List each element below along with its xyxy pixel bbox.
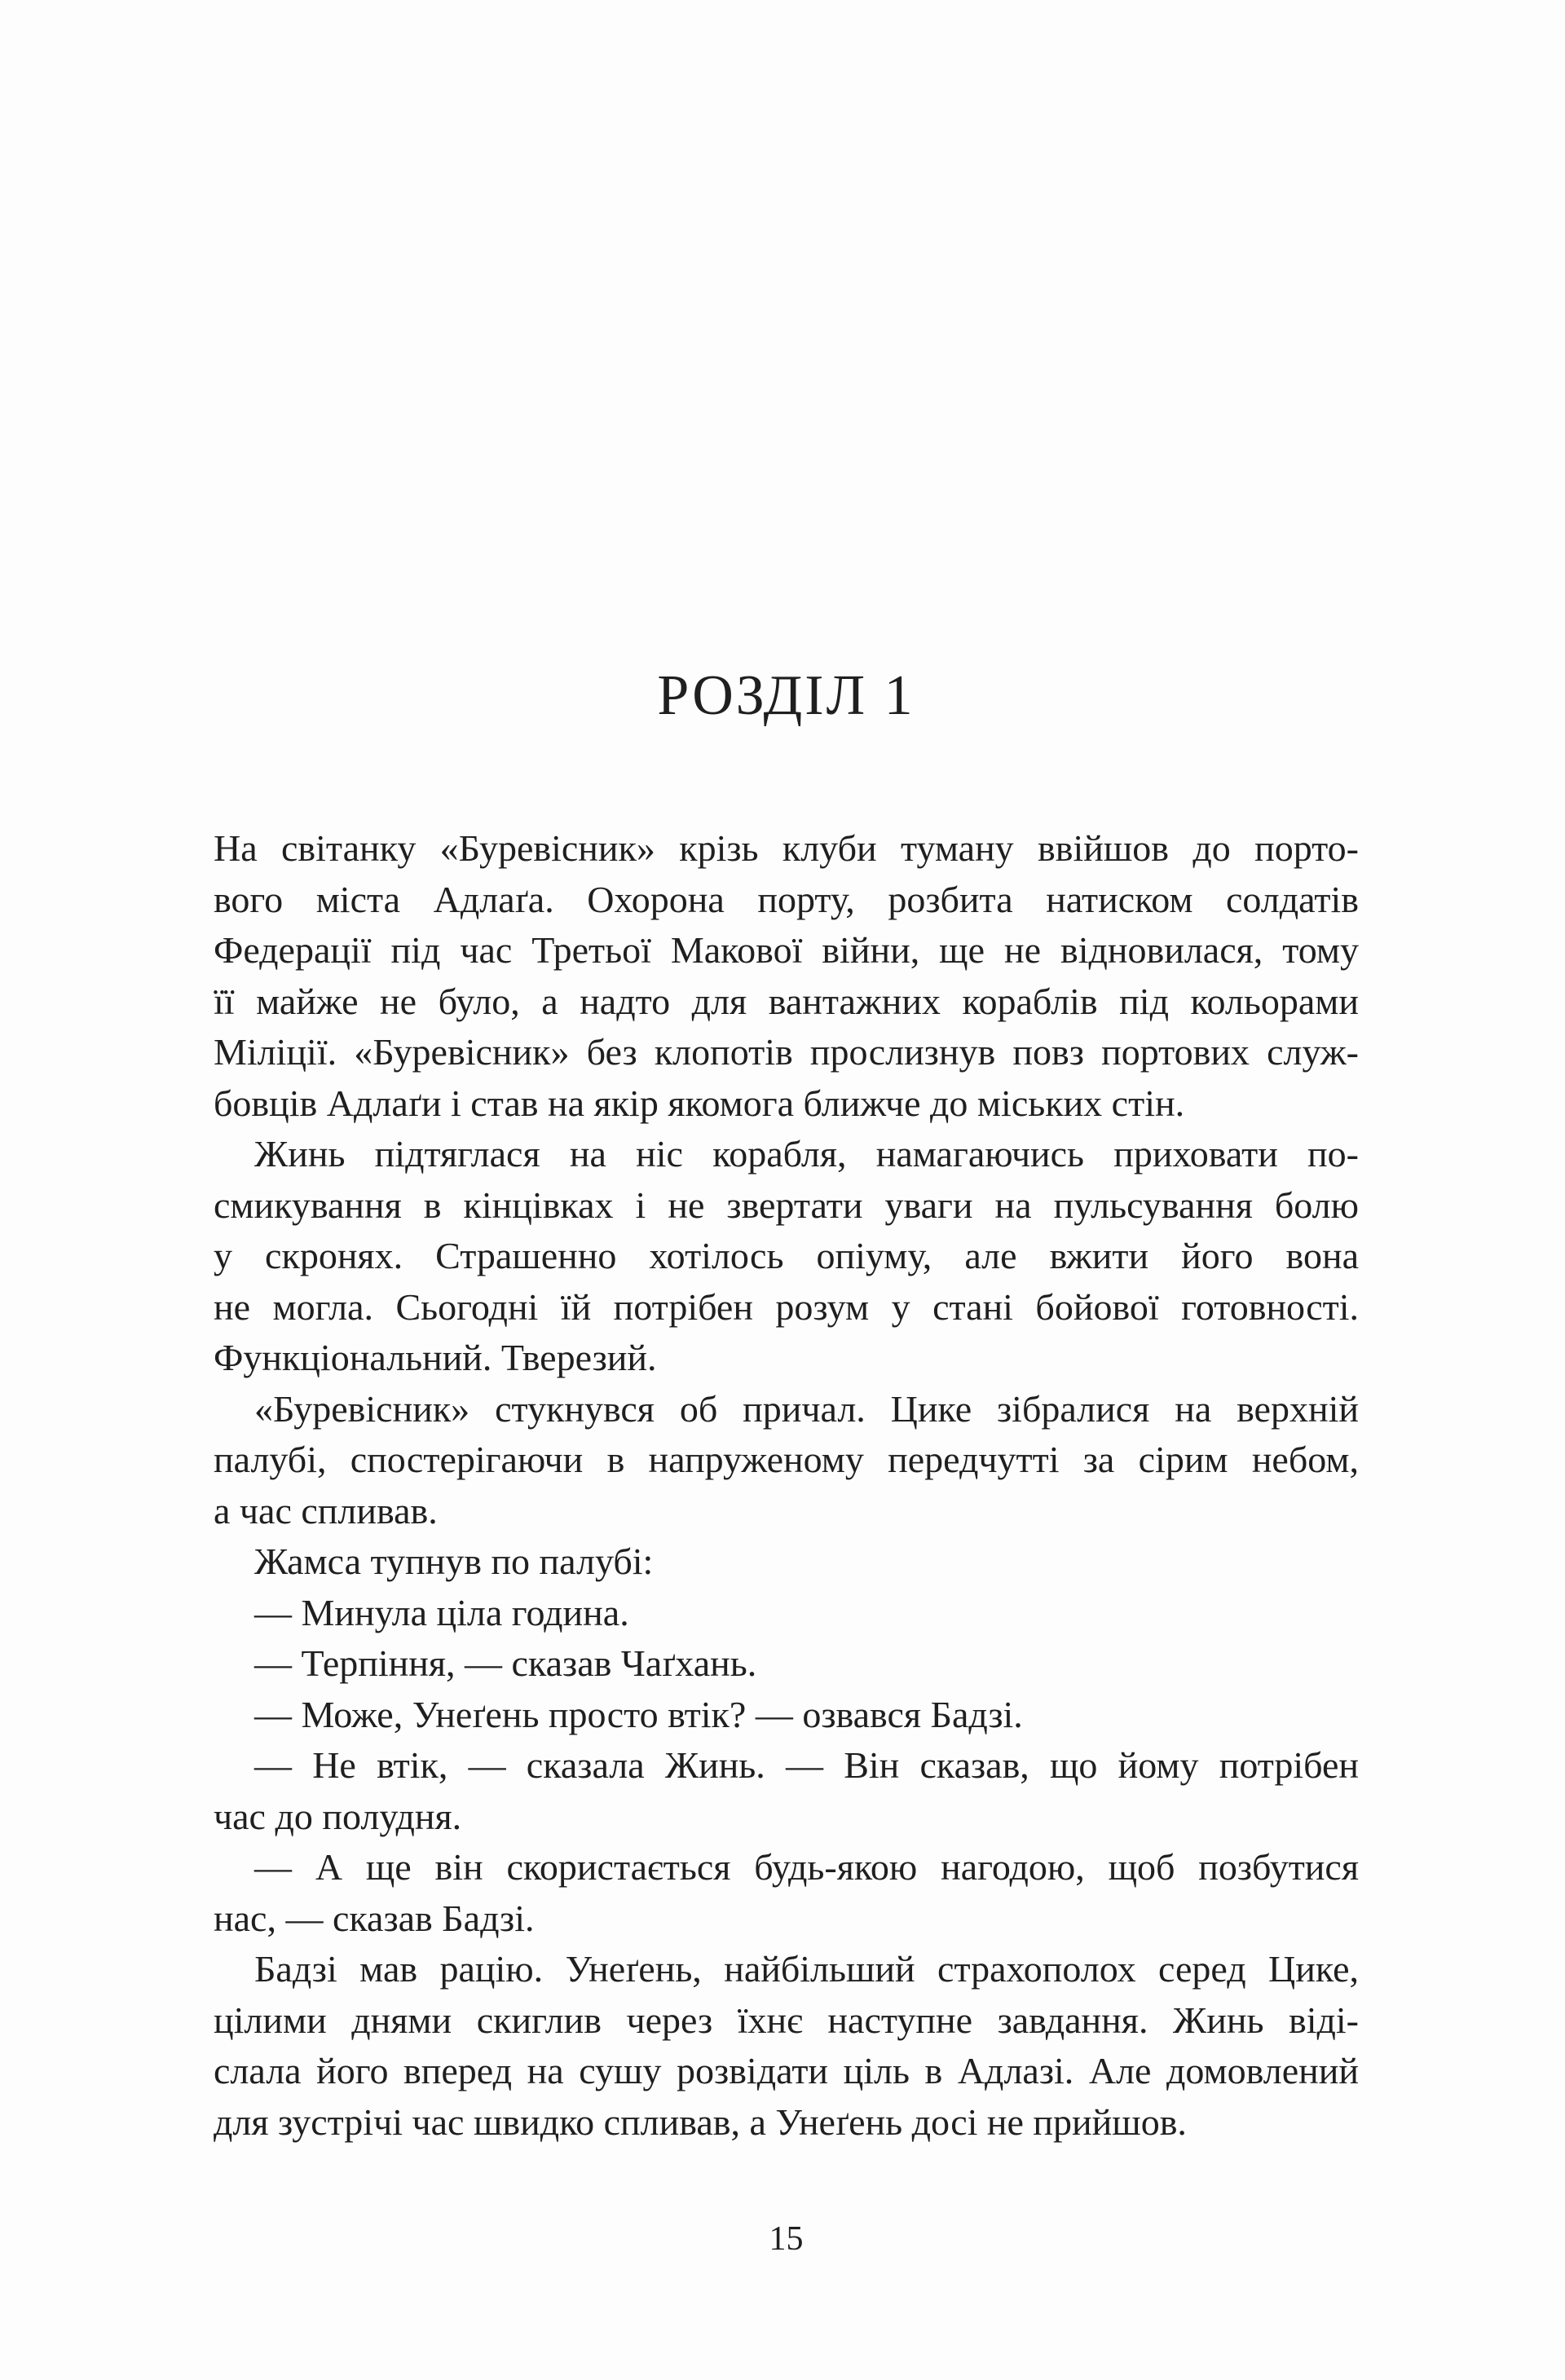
text-line: — Минула ціла година.: [254, 1591, 629, 1633]
text-line: час до полудня.: [214, 1795, 462, 1837]
paragraph: [214, 1842, 1359, 1944]
text-line: її майже не було, а надто для вантажних кораблів під кольорами: [214, 980, 1359, 1022]
text-line: Жамса тупнув по палубі:: [254, 1540, 654, 1582]
text-line: — Терпіння, — сказав Чаґхань.: [254, 1642, 757, 1684]
paragraph: [214, 823, 1359, 1129]
text-line: «Буревісник» стукнувся об причал. Цике зібралися на верхній: [254, 1387, 1359, 1430]
chapter-heading: РОЗДІЛ 1: [657, 664, 915, 727]
text-line: вого міста Адлаґа. Охорона порту, розбита натиском солдатів: [214, 878, 1359, 920]
paragraph: [214, 1740, 1359, 1842]
paragraph: [214, 1944, 1359, 2148]
body-text: [214, 823, 1359, 2148]
paragraph: [214, 1638, 1359, 1690]
text-line: цілими днями скиглив через їхнє наступне завдання. Жинь віді-: [214, 1999, 1359, 2041]
paragraph: [214, 1536, 1359, 1588]
text-line: для зустрічі час швидко спливав, а Унеґень досі не прийшов.: [214, 2100, 1187, 2143]
text-line: а час спливав.: [214, 1489, 438, 1532]
page-number: 15: [769, 2220, 804, 2258]
paragraph: [214, 1588, 1359, 1639]
paragraph: [214, 1384, 1359, 1537]
text-line: нас, — сказав Бадзі.: [214, 1897, 535, 1939]
text-line: не могла. Сьогодні їй потрібен розум у стані бойової готовності.: [214, 1285, 1359, 1328]
paragraph: [214, 1690, 1359, 1741]
text-line: смикування в кінцівках і не звертати уваги на пульсування болю: [214, 1183, 1359, 1226]
text-line: — А ще він скористається будь-якою нагодою, щоб позбутися: [254, 1846, 1359, 1888]
text-line: Бадзі мав рацію. Унеґень, найбільший страхополох серед Цике,: [254, 1948, 1359, 1990]
text-line: Функціональний. Тверезий.: [214, 1337, 657, 1378]
text-line: — Не втік, — сказала Жинь. — Він сказав, що йому потрібен: [254, 1744, 1359, 1786]
text-line: палубі, спостерігаючи в напруженому передчутті за сірим небом,: [214, 1439, 1359, 1480]
text-line: Федерації під час Третьої Макової війни, ще не відновилася, тому: [214, 929, 1359, 971]
text-line: — Може, Унеґень просто втік? — озвався Бадзі.: [254, 1693, 1023, 1735]
text-line: слала його вперед на сушу розвідати ціль в Адлазі. Але домовлений: [214, 2050, 1359, 2091]
text-line: у скронях. Страшенно хотілось опіуму, але вжити його вона: [214, 1235, 1359, 1276]
paragraph: [214, 1129, 1359, 1384]
text-line: Жинь підтяглася на ніс корабля, намагаючись приховати по-: [254, 1133, 1359, 1175]
text-line: На світанку «Буревісник» крізь клуби туману ввійшов до порто-: [214, 827, 1359, 869]
text-line: Міліції. «Буревісник» без клопотів прослизнув повз портових служ-: [214, 1031, 1359, 1073]
text-line: бовців Адлаґи і став на якір якомога ближче до міських стін.: [214, 1082, 1185, 1124]
